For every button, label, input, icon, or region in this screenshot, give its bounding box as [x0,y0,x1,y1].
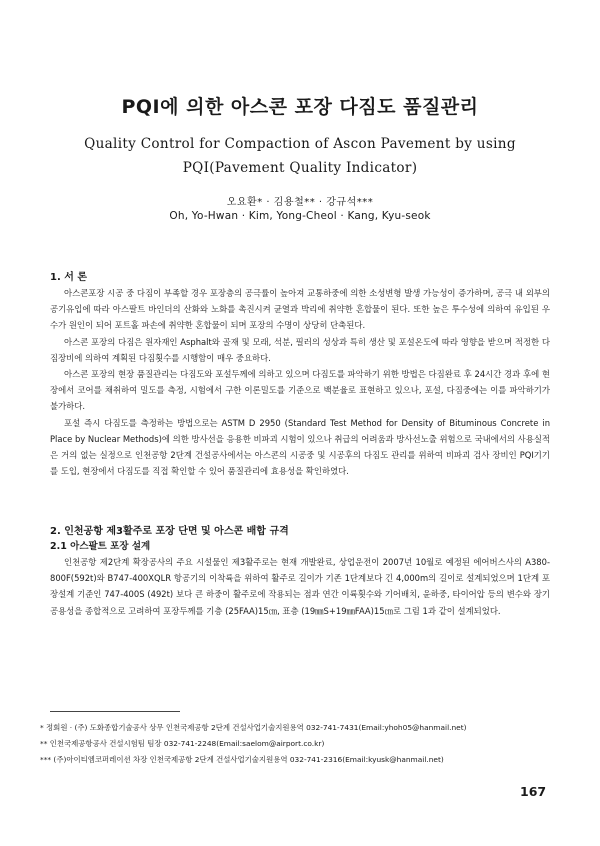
footnote-1: * 정회원 · (주) 도화종합기술공사 상무 인천국제공항 2단계 건설사업기술지원용역 032-741-7431(Email:yhoh05@hanmail.net) [40,723,467,732]
section-1-body [50,285,550,479]
section-1-paragraph: 아스콘 포장의 다짐은 원자재인 Asphalt와 골재 및 모래, 석분, 필러의 성상과 특히 생산 및 포설온도에 따라 영향을 받으며 적정한 다짐장비에 의하여 계획된 다짐횟수를 시행함이 매우 중요하다. [50,336,550,363]
footnote-2: ** 인천국제공항공사 건설시험팀 팀장 032-741-2248(Email:saelom@airport.co.kr) [40,739,325,748]
paper-title-korean: PQI에 의한 아스콘 포장 다짐도 품질관리 [121,96,479,118]
section-2-1-heading: 2.1 아스팔트 포장 설계 [50,541,151,552]
section-1-paragraph: 아스콘포장 시공 중 다짐이 부족할 경우 포장층의 공극률이 높아져 교통하중에 의한 소성변형 발생 가능성이 증가하며, 공극 내 외부의 공기유입에 따라 아스팔트 바인더의 산화와 노화를 촉진시켜 균열과 박리에 취약한 혼합물이 된다. 또한 높은 투수성에 의하여 유입된 우수가 원인이 되어 포트홀 파손에 취약한 혼합물이 되며 포장의 수명이 상당히 단축된다. [50,288,550,331]
section-2-1-body [50,554,550,619]
paper-title-english [40,132,560,180]
authors-korean: 오요환* · 김용철** · 강규석*** [226,197,374,208]
section-1-heading: 1. 서 론 [50,272,88,283]
section-2-paragraph: 인천공항 제2단계 확장공사의 주요 시설물인 제3활주로는 현재 개발완료, 상업운전이 2007년 10월로 예정된 에어버스사의 A380-800F(592t)와 B747-400XQLR 항공기의 이착륙을 위하여 활주로 길이가 기존 1단계보다 긴 4,000m의 길이로 설계되었으며 1단계 포장설계 기준인 747-400S (492t) 보다 큰 하중이 활주로에 작용되는 점과 연간 이륙횟수와 기어배치, 윤하중, 타이어압 등의 변수와 장기 공용성을 종합적으로 고려하여 포장두께를 기층 (25FAA)15㎝, 표층 (19㎜S+19㎜FAA)15㎝로 그림 1과 같이 설계되었다. [50,557,550,616]
section-1-paragraph: 아스콘 포장의 현장 품질관리는 다짐도와 포설두께에 의하고 있으며 다짐도를 파악하기 위한 방법은 다짐완료 후 24시간 경과 후에 현장에서 코어를 채취하여 밀도를 측정, 시험에서 구한 이론밀도를 기준으로 백분율로 표현하고 있으나, 포설, 다짐중에는 이를 파악하기가 불가하다. [50,369,550,412]
section-1-paragraph: 포설 즉시 다짐도를 측정하는 방법으로는 ASTM D 2950 (Standard Test Method for Density of Bituminous Concrete in Place by Nuclear Methods)에 의한 방사선을 응용한 비파괴 시험이 있으나 취급의 어려움과 방사선노출 위험으로 국내에서의 사용실적은 거의 없는 실정으로 인천공항 2단계 건설공사에서는 아스콘의 시공중 및 시공후의 다짐도 관리를 위하여 비파괴 검사 장비인 PQI기기를 도입, 현장에서 다짐도를 직접 확인할 수 있어 품질관리에 효용성을 확인하였다. [50,417,550,477]
footnotes [40,720,560,768]
footnote-3: *** (주)아이티엠코퍼레이션 차장 인천국제공항 2단계 건설사업기술지원용역 032-741-2316(Email:kyusk@hanmail.net) [40,755,444,764]
authors-english: Oh, Yo-Hwan · Kim, Yong-Cheol · Kang, Kyu-seok [169,210,431,222]
paper-title-english-line2: PQI(Pavement Quality Indicator) [182,160,418,176]
paper-title-english-line1: Quality Control for Compaction of Ascon Pavement by using [84,136,516,152]
page-number: 167 [520,784,547,799]
footnote-divider [50,711,180,712]
section-2-heading: 2. 인천공항 제3활주로 포장 단면 및 아스콘 배합 규격 [50,526,289,537]
